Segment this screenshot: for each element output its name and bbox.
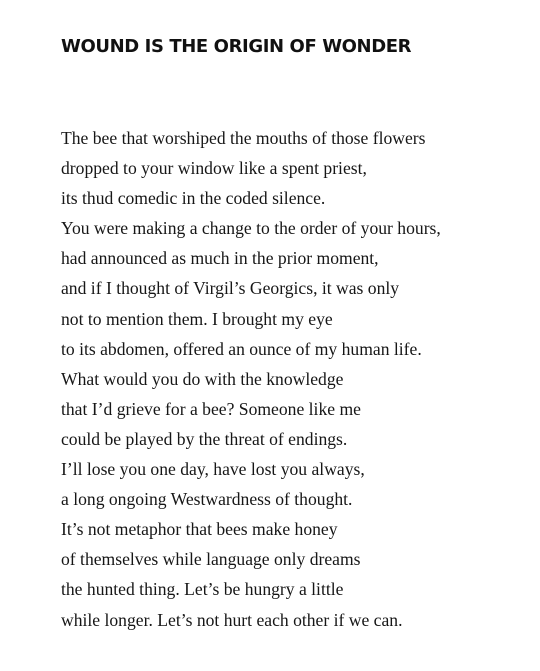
poem-title: WOUND IS THE ORIGIN OF WONDER <box>61 36 412 57</box>
poem-line: I’ll lose you one day, have lost you always, <box>61 459 365 480</box>
poem-line: The bee that worshiped the mouths of those flowers <box>61 128 426 148</box>
poem-line: What would you do with the knowledge <box>61 368 344 389</box>
poem-line: and if I thought of Virgil’s Georgics, it was only <box>61 278 400 299</box>
poem-body <box>61 123 441 635</box>
poem-line: of themselves while language only dreams <box>61 549 361 570</box>
poem-line: to its abdomen, offered an ounce of my human life. <box>61 338 422 359</box>
poem-line: that I’d grieve for a bee? Someone like me <box>61 398 361 419</box>
poem-line: its thud comedic in the coded silence. <box>61 188 326 209</box>
poem-line: had announced as much in the prior moment, <box>61 248 379 269</box>
poem-line: It’s not metaphor that bees make honey <box>61 519 338 540</box>
poem-line: could be played by the threat of endings. <box>61 428 348 449</box>
poem-line: dropped to your window like a spent priest, <box>61 158 367 179</box>
poem-line: You were making a change to the order of your hours, <box>61 218 441 239</box>
poem-line: the hunted thing. Let’s be hungry a little <box>61 579 344 600</box>
poem-line: a long ongoing Westwardness of thought. <box>61 489 353 510</box>
poem-line: not to mention them. I brought my eye <box>61 308 333 329</box>
poem-line: while longer. Let’s not hurt each other if we can. <box>61 609 403 630</box>
